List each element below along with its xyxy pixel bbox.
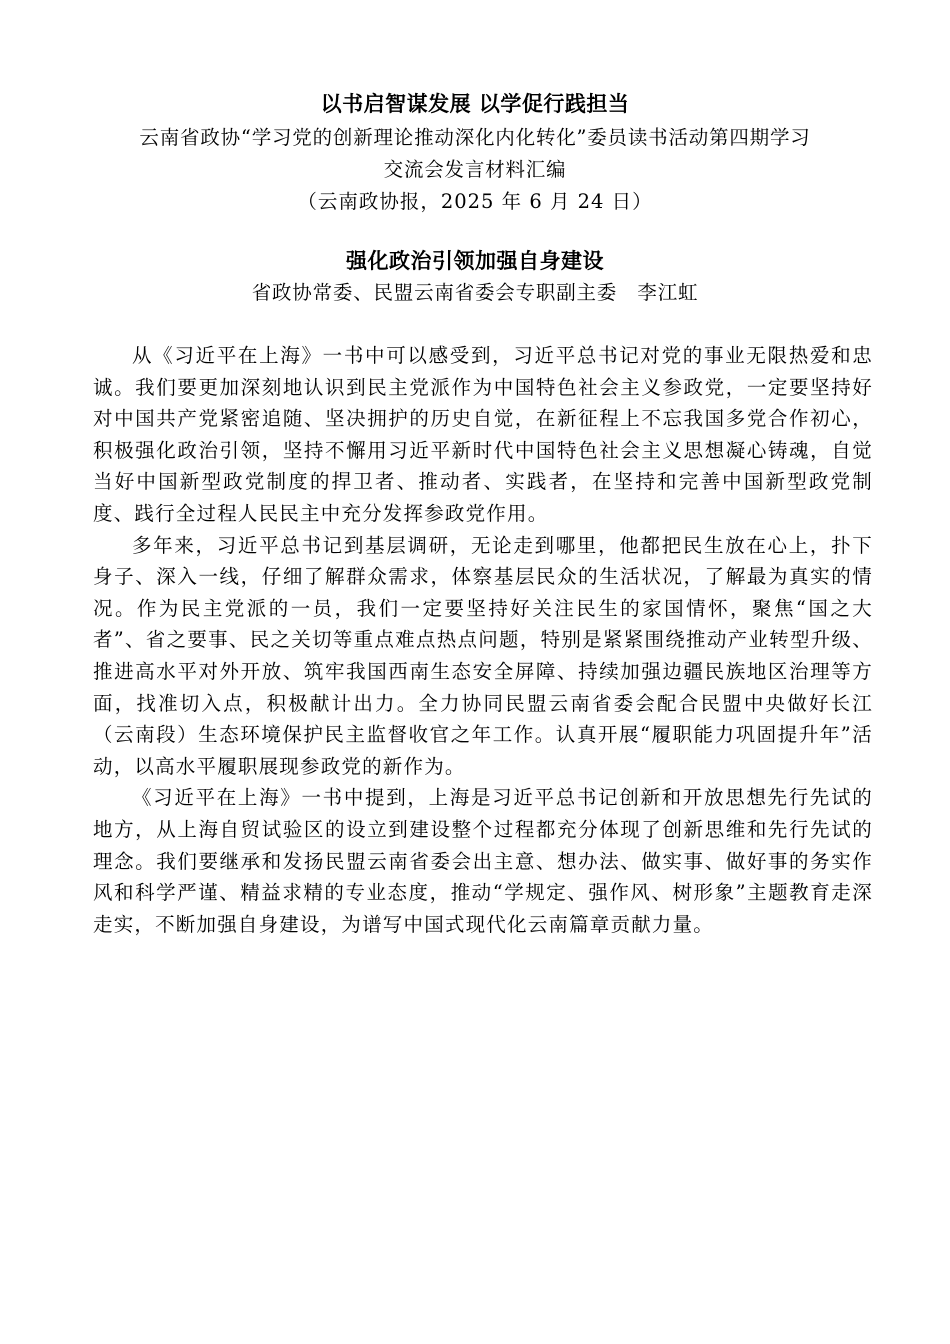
document-source: （云南政协报，2025 年 6 月 24 日）	[297, 190, 653, 213]
article-title: 强化政治引领加强自身建设	[346, 248, 604, 273]
article-paragraph-3: 《习近平在上海》一书中提到，上海是习近平总书记创新和开放思想先行先试的地方，从上海自贸试验区的设立到建设整个过程都充分体现了创新思维和先行先试的理念。我们要继承和发扬民盟云南省委会出主意、想办法、做实事、做好事的务实作风和科学严谨、精益求精的专业态度，推动“学规定、强作风、树形象”主题教育走深走实，不断加强自身建设，为谱写中国式现代化云南篇章贡献力量。	[93, 786, 873, 936]
document-title: 以书启智谋发展 以学促行践担当	[320, 91, 630, 116]
article-paragraph-1: 从《习近平在上海》一书中可以感受到，习近平总书记对党的事业无限热爱和忠诚。我们要更加深刻地认识到民主党派作为中国特色社会主义参政党，一定要坚持好对中国共产党紧密追随、坚决拥护的历史自觉，在新征程上不忘我国多党合作初心，积极强化政治引领，坚持不懈用习近平新时代中国特色社会主义思想凝心铸魂，自觉当好中国新型政党制度的捍卫者、推动者、实践者，在坚持和完善中国新型政党制度、践行全过程人民民主中充分发挥参政党作用。	[93, 344, 873, 525]
article-body	[93, 340, 873, 940]
document-subtitle-line1: 云南省政协“学习党的创新理论推动深化内化转化”委员读书活动第四期学习	[139, 126, 811, 149]
article-paragraph-2: 多年来，习近平总书记到基层调研，无论走到哪里，他都把民生放在心上，扑下身子、深入一线，仔细了解群众需求，体察基层民众的生活状况，了解最为真实的情况。作为民主党派的一员，我们一定要坚持好关注民生的家国情怀，聚焦“国之大者”、省之要事、民之关切等重点难点热点问题，特别是紧紧围绕推动产业转型升级、推进高水平对外开放、筑牢我国西南生态安全屏障、持续加强边疆民族地区治理等方面，找准切入点，积极献计出力。全力协同民盟云南省委会配合民盟中央做好长江（云南段）生态环境保护民主监督收官之年工作。认真开展“履职能力巩固提升年”活动，以高水平履职展现参政党的新作为。	[93, 533, 873, 778]
article-author: 省政协常委、民盟云南省委会专职副主委 李江虹	[251, 281, 699, 304]
document-subtitle-line2: 交流会发言材料汇编	[383, 158, 567, 181]
